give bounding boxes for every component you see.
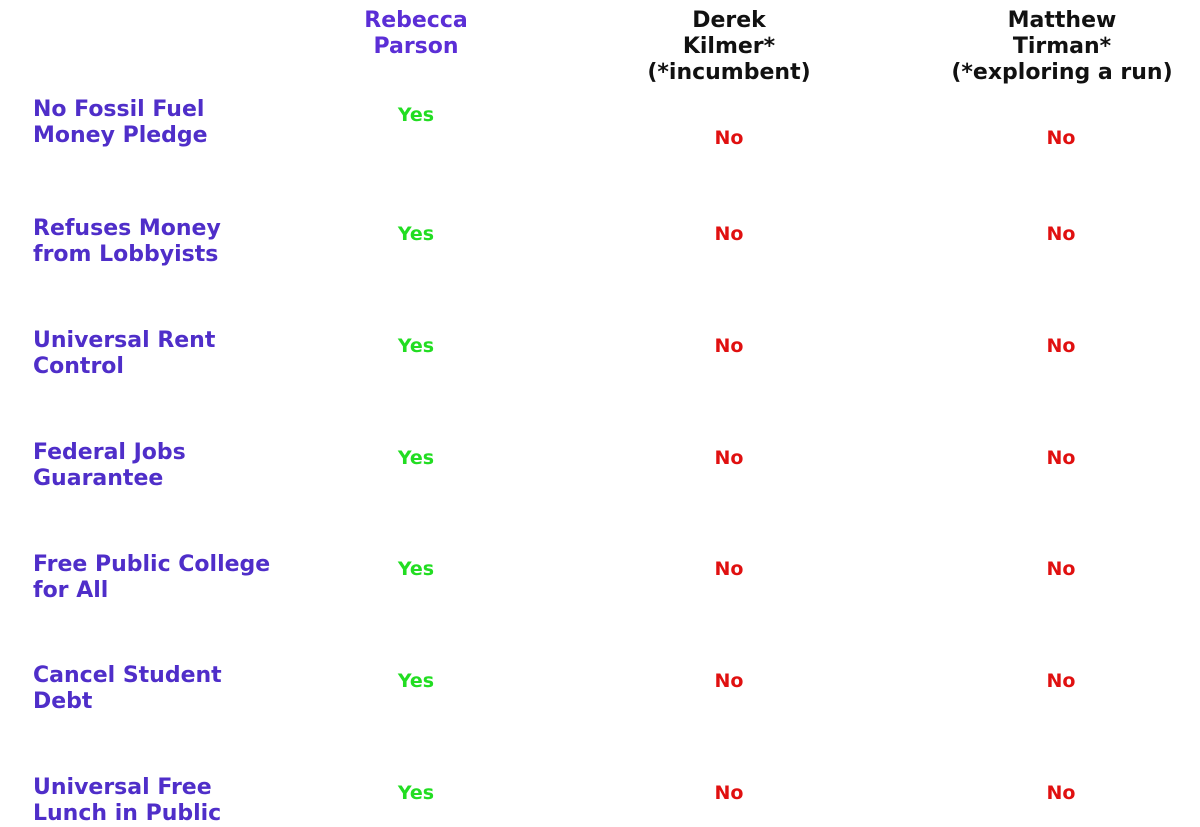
- row-label-free-college: Free Public College for All: [33, 552, 271, 603]
- cell-matthew-student-debt: No: [1046, 670, 1076, 692]
- column-header-derek-kilmer: Derek Kilmer* (*incumbent): [647, 8, 811, 85]
- cell-derek-jobs-guarantee: No: [714, 447, 744, 469]
- cell-derek-lobbyists: No: [714, 223, 744, 245]
- row-label-jobs-guarantee: Federal Jobs Guarantee: [33, 440, 186, 491]
- row-label-free-lunch: Universal Free Lunch in Public: [33, 775, 222, 826]
- cell-matthew-free-college: No: [1046, 558, 1076, 580]
- cell-rebecca-free-lunch: Yes: [397, 782, 435, 804]
- cell-matthew-rent-control: No: [1046, 335, 1076, 357]
- cell-rebecca-fossil-fuel: Yes: [397, 104, 435, 126]
- row-label-fossil-fuel-pledge: No Fossil Fuel Money Pledge: [33, 97, 208, 148]
- column-header-matthew-tirman: Matthew Tirman* (*exploring a run): [951, 8, 1173, 85]
- cell-matthew-jobs-guarantee: No: [1046, 447, 1076, 469]
- cell-matthew-fossil-fuel: No: [1046, 127, 1076, 149]
- cell-rebecca-jobs-guarantee: Yes: [397, 447, 435, 469]
- cell-derek-student-debt: No: [714, 670, 744, 692]
- cell-rebecca-student-debt: Yes: [397, 670, 435, 692]
- cell-derek-free-lunch: No: [714, 782, 744, 804]
- cell-matthew-free-lunch: No: [1046, 782, 1076, 804]
- row-label-lobbyist-money: Refuses Money from Lobbyists: [33, 216, 221, 267]
- cell-derek-fossil-fuel: No: [714, 127, 744, 149]
- cell-derek-rent-control: No: [714, 335, 744, 357]
- cell-rebecca-free-college: Yes: [397, 558, 435, 580]
- row-label-student-debt: Cancel Student Debt: [33, 663, 222, 714]
- cell-rebecca-rent-control: Yes: [397, 335, 435, 357]
- column-header-rebecca-parson: Rebecca Parson: [364, 8, 468, 59]
- cell-matthew-lobbyists: No: [1046, 223, 1076, 245]
- row-label-rent-control: Universal Rent Control: [33, 328, 216, 379]
- cell-derek-free-college: No: [714, 558, 744, 580]
- cell-rebecca-lobbyists: Yes: [397, 223, 435, 245]
